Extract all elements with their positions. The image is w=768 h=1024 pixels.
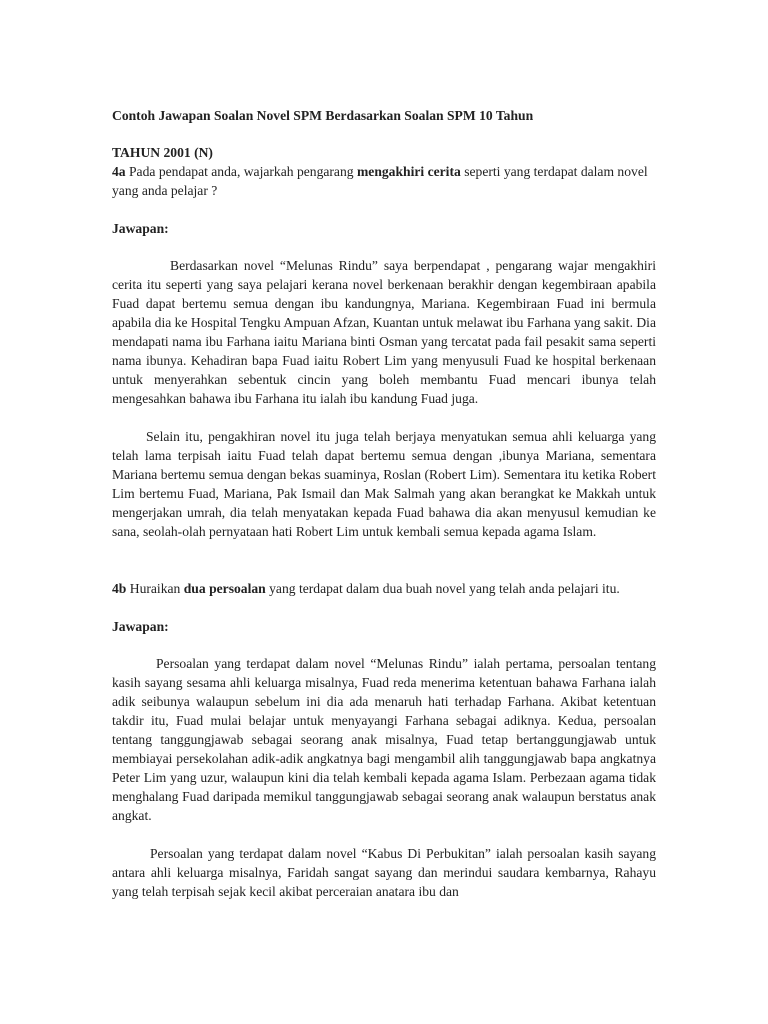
- document-body: [112, 106, 656, 920]
- section-spacer: [112, 560, 656, 579]
- question-emphasis: dua persoalan: [183, 581, 266, 596]
- question-text: yang terdapat dalam dua buah novel yang telah anda pelajari itu.: [265, 581, 620, 596]
- answer-paragraph: Selain itu, pengakhiran novel itu juga telah berjaya menyatukan semua ahli keluarga yang telah lama terpisah iaitu Fuad telah dapat bertemu semua dengan ,ibunya Mariana, sementara Mariana bertemu semua dengan bekas suaminya, Roslan (Robert Lim). Sementara itu ketika Robert Lim bertemu Fuad, Mariana, Pak Ismail dan Mak Salmah yang akan berangkat ke Makkah untuk mengerjakan umrah, dia telah menyatakan kepada Fuad bahawa dia akan menyusul kemudian ke sana, seolah-olah pernyataan hati Robert Lim untuk kembali semua kepada agama Islam.: [112, 429, 656, 539]
- question-text: Huraikan: [126, 581, 184, 596]
- question-text: seperti yang terdapat dalam novel yang anda pelajar ?: [112, 164, 648, 198]
- answer-paragraph: Persoalan yang terdapat dalam novel “Melunas Rindu” ialah pertama, persoalan tentang kasih sayang sesama ahli keluarga misalnya, Fuad reda menerima ketentuan bahawa Farhana ialah adik seibunya walaupun sebelum ini dia ada menaruh hati terhadap Farhana. Akibat ketentuan takdir itu, Fuad mulai belajar untuk menyayangi Farhana sebagai adiknya. Kedua, persoalan tentang tanggungjawab sebagai seorang anak misalnya, Fuad tetap bertanggungjawab untuk membiayai persekolahan adik-adik angkatnya bagi mengambil alih tanggungjawab bapa angkatnya Peter Lim yang uzur, walaupun kini dia telah kembali kepada agama Islam. Perbezaan agama tidak menghalang Fuad daripada memikul tanggungjawab sebagai seorang anak walaupun berstatus anak angkat.: [112, 656, 656, 823]
- question-emphasis: mengakhiri cerita: [356, 164, 461, 179]
- answer-paragraph: Berdasarkan novel “Melunas Rindu” saya berpendapat , pengarang wajar mengakhiri cerita itu seperti yang saya pelajari kerana novel berkenaan berakhir dengan kegembiraan apabila Fuad dapat bertemu semua dengan ibu kandungnya, Mariana. Kegembiraan Fuad ini bermula apabila dia ke Hospital Tengku Ampuan Afzan, Kuantan untuk melawat ibu Farhana yang sakit. Dia mendapati nama ibu Farhana iaitu Mariana binti Osman yang tercatat pada fail pesakit sama seperti nama ibunya. Kehadiran bapa Fuad iaitu Robert Lim yang menyusuli Fuad ke hospital berkenaan untuk menyerahkan sebentuk cincin yang boleh membantu Fuad mencari ibunya telah mengesahkan bahawa ibu Farhana itu ialah ibu kandung Fuad juga.: [112, 258, 656, 406]
- document-title: Contoh Jawapan Soalan Novel SPM Berdasarkan Soalan SPM 10 Tahun: [112, 108, 534, 123]
- question-4b: [112, 579, 656, 598]
- answer-label: Jawapan:: [112, 619, 169, 634]
- section-year-heading: TAHUN 2001 (N): [112, 145, 213, 160]
- answer-label: Jawapan:: [112, 221, 169, 236]
- answer-paragraph: Persoalan yang terdapat dalam novel “Kabus Di Perbukitan” ialah persoalan kasih sayang antara ahli keluarga misalnya, Faridah sangat sayang dan merindui saudara kembarnya, Rahayu yang telah terpisah sejak kecil akibat perceraian anatara ibu dan: [112, 846, 656, 899]
- question-text: Pada pendapat anda, wajarkah pengarang: [125, 164, 357, 179]
- question-4a: [112, 162, 656, 200]
- question-number: 4b: [112, 581, 127, 596]
- question-number: 4a: [112, 164, 126, 179]
